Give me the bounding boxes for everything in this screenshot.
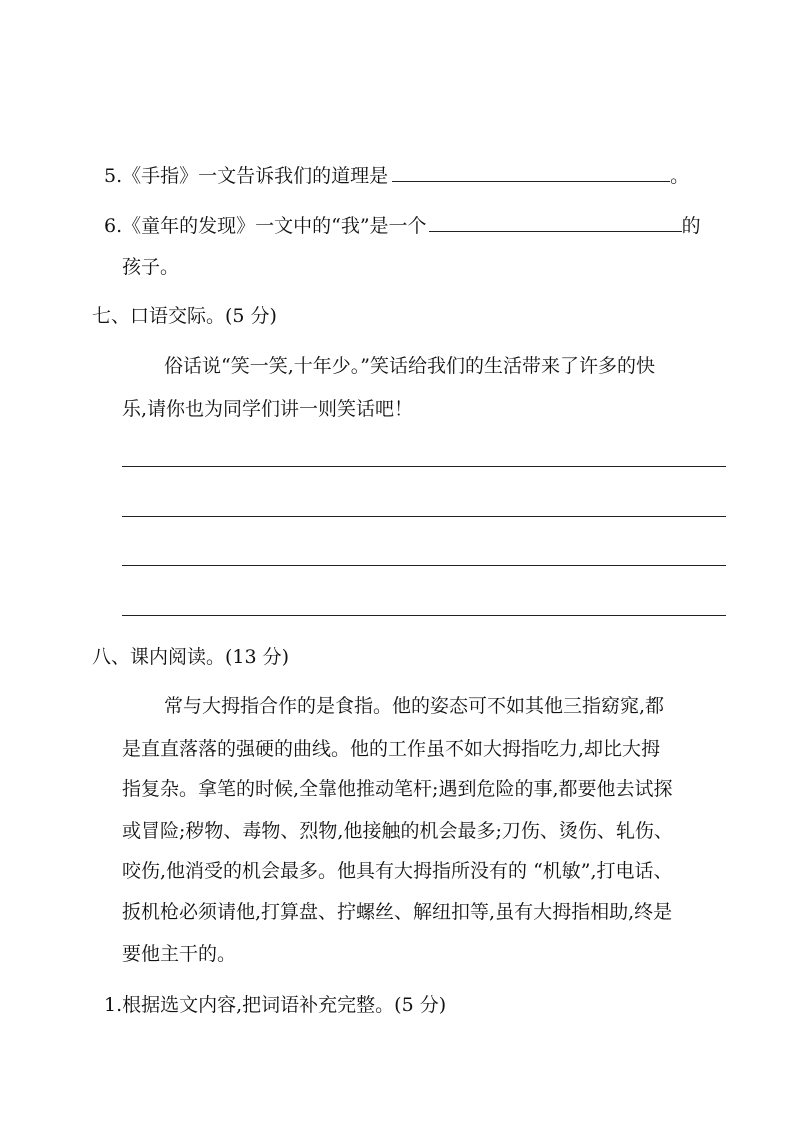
answer-line-2[interactable] bbox=[122, 516, 726, 517]
section-7-paragraph-line-2: 乐,请你也为同学们讲一则笑话吧！ bbox=[122, 398, 414, 420]
question-5-text: 5.《手指》一文告诉我们的道理是 bbox=[104, 165, 389, 187]
section-7-heading: 七、口语交际。(5 分) bbox=[92, 305, 277, 327]
answer-line-3[interactable] bbox=[122, 565, 726, 566]
reading-passage-line-3: 指复杂。拿笔的时候,全靠他推动笔杆;遇到危险的事,都要他去试探 bbox=[122, 778, 673, 800]
question-5-answer-blank[interactable] bbox=[392, 163, 670, 182]
answer-line-4[interactable] bbox=[122, 615, 726, 616]
reading-passage-line-1: 常与大拇指合作的是食指。他的姿态可不如其他三指窈窕,都 bbox=[164, 695, 665, 717]
question-6-answer-blank[interactable] bbox=[429, 213, 682, 232]
reading-passage-line-7: 要他主干的。 bbox=[122, 943, 237, 965]
question-6 bbox=[104, 213, 701, 238]
reading-passage-line-4: 或冒险;秽物、毒物、烈物,他接触的机会最多;刀伤、烫伤、轧伤、 bbox=[122, 820, 673, 842]
question-5 bbox=[104, 163, 689, 188]
reading-passage-line-2: 是直直落落的强硬的曲线。他的工作虽不如大拇指吃力,却比大拇 bbox=[122, 738, 661, 760]
reading-passage-line-5: 咬伤,他消受的机会最多。他具有大拇指所没有的 “机敏”,打电话、 bbox=[122, 860, 673, 882]
question-6-text: 6.《童年的发现》一文中的“我”是一个 bbox=[104, 215, 427, 237]
question-6-continuation: 孩子。 bbox=[122, 256, 180, 278]
section-8-heading: 八、课内阅读。(13 分) bbox=[92, 646, 290, 668]
question-6-end: 的 bbox=[681, 215, 701, 237]
question-5-end: 。 bbox=[670, 165, 690, 187]
section-7-paragraph-line-1: 俗话说“笑一笑,十年少。”笑话给我们的生活带来了许多的快 bbox=[164, 355, 655, 377]
section-8-question-1: 1.根据选文内容,把词语补充完整。(5 分) bbox=[104, 994, 447, 1016]
reading-passage-line-6: 扳机枪必须请他,打算盘、拧螺丝、解纽扣等,虽有大拇指相助,终是 bbox=[122, 901, 673, 923]
answer-line-1[interactable] bbox=[122, 466, 726, 467]
